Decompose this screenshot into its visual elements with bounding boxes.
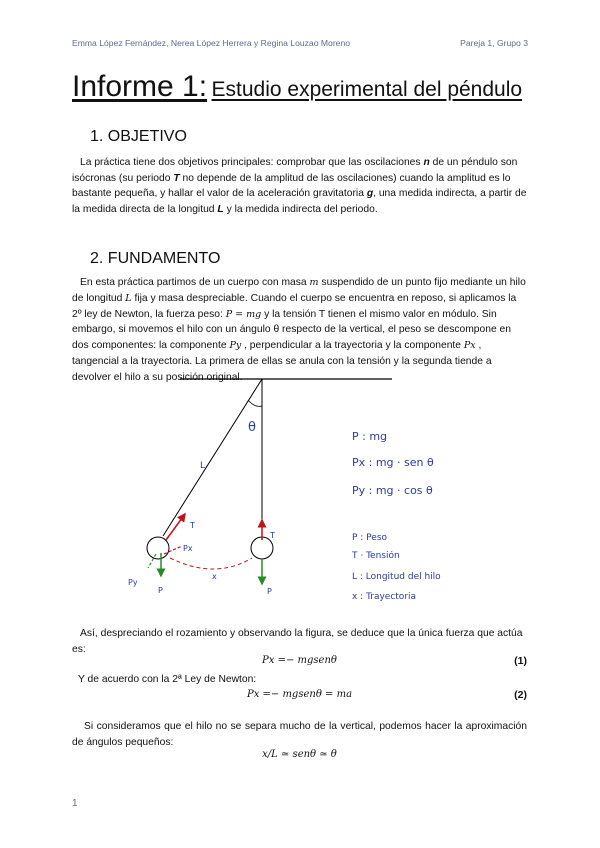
- weight-label-rest: P: [267, 587, 272, 596]
- px-component: [164, 546, 182, 554]
- angle-arc: [248, 400, 262, 406]
- eq-px: Px : mg · sen θ: [352, 456, 434, 469]
- newton-paragraph: Y de acuerdo con la 2ª Ley de Newton:: [78, 674, 257, 685]
- py-label: Py: [128, 578, 138, 587]
- eq-py: Py : mg · cos θ: [352, 484, 433, 497]
- px-label: Px: [183, 544, 193, 553]
- header-group: Pareja 1, Grupo 3: [460, 38, 528, 48]
- legend-peso: P : Peso: [352, 533, 388, 543]
- weight-label-displaced: P: [158, 586, 163, 595]
- legend-tension: T · Tensión: [352, 551, 400, 561]
- eq-peso: P : mg: [352, 430, 388, 443]
- title-main: Informe 1:: [72, 70, 208, 103]
- trajectory-path: [170, 558, 252, 569]
- legend-trayectoria: x : Trayectoria: [352, 592, 417, 602]
- bob-displaced: [147, 537, 169, 559]
- header-authors: Emma López Fernández, Nerea López Herrera y Regina Louzao Moreno: [72, 38, 351, 48]
- trajectory-label: x: [212, 572, 217, 581]
- string-length-label: L: [200, 461, 206, 471]
- legend-longitud: L : Longitud del hilo: [352, 572, 441, 582]
- section-fundamento-heading: 2. FUNDAMENTO: [90, 250, 221, 267]
- after-figure-paragraph: Así, despreciando el rozamiento y observando la figura, se deduce que la única fuerza que actúa es:: [72, 628, 523, 655]
- tension-label-displaced: T: [190, 521, 195, 530]
- fundamento-paragraph: En esta práctica partimos de un cuerpo con masa m suspendido de un punto fijo mediante un hilo de longitud L fija y masa despreciable. Cuando el cuerpo se encuentra en reposo, si aplicamos la 2º ley de Newton, la fuerza peso: P = mg y la tensión T tienen el mismo valor en módulo. Sin embargo, si movemos el hilo con un ángulo θ respecto de la vertical, el peso se descompone en dos componentes: la componente Py , perpendicular a la trayectoria y la componente Px , tangencial a la trayectoria. La primera de ellas se anula con la tensión y la segunda tiende a devolver el hilo a su posición original.: [72, 277, 526, 383]
- title-subtitle: Estudio experimental del péndulo: [211, 78, 523, 101]
- displaced-string: [163, 379, 262, 536]
- py-component: [148, 554, 156, 568]
- small-angle-paragraph: Si consideramos que el hilo no se separa mucho de la vertical, podemos hacer la aproximación de ángulos pequeños:: [72, 721, 527, 748]
- page-number: 1: [72, 798, 78, 809]
- equation-2: Px =− mgsenθ = ma (2): [246, 689, 527, 701]
- bob-rest: [251, 537, 273, 559]
- section-objetivo-heading: 1. OBJETIVO: [90, 128, 187, 145]
- page-title: [72, 70, 528, 104]
- objetivo-paragraph: La práctica tiene dos objetivos principales: comprobar que las oscilaciones n de un péndulo son isócronas (su periodo T no depende de la amplitud de las oscilaciones) cuando la amplitud es lo bastante pequeña, y hallar el valor de la aceleración gravitatoria g, una medida indirecta, a partir de la medida directa de la longitud L y la medida indirecta del periodo.: [72, 157, 527, 215]
- equation-3: x/L ≃ senθ ≃ θ: [262, 749, 337, 760]
- equation-1: Px =− mgsenθ (1): [262, 655, 527, 667]
- tension-label-rest: T: [270, 531, 275, 540]
- pendulum-figure: [120, 368, 500, 608]
- theta-label: θ: [248, 420, 256, 435]
